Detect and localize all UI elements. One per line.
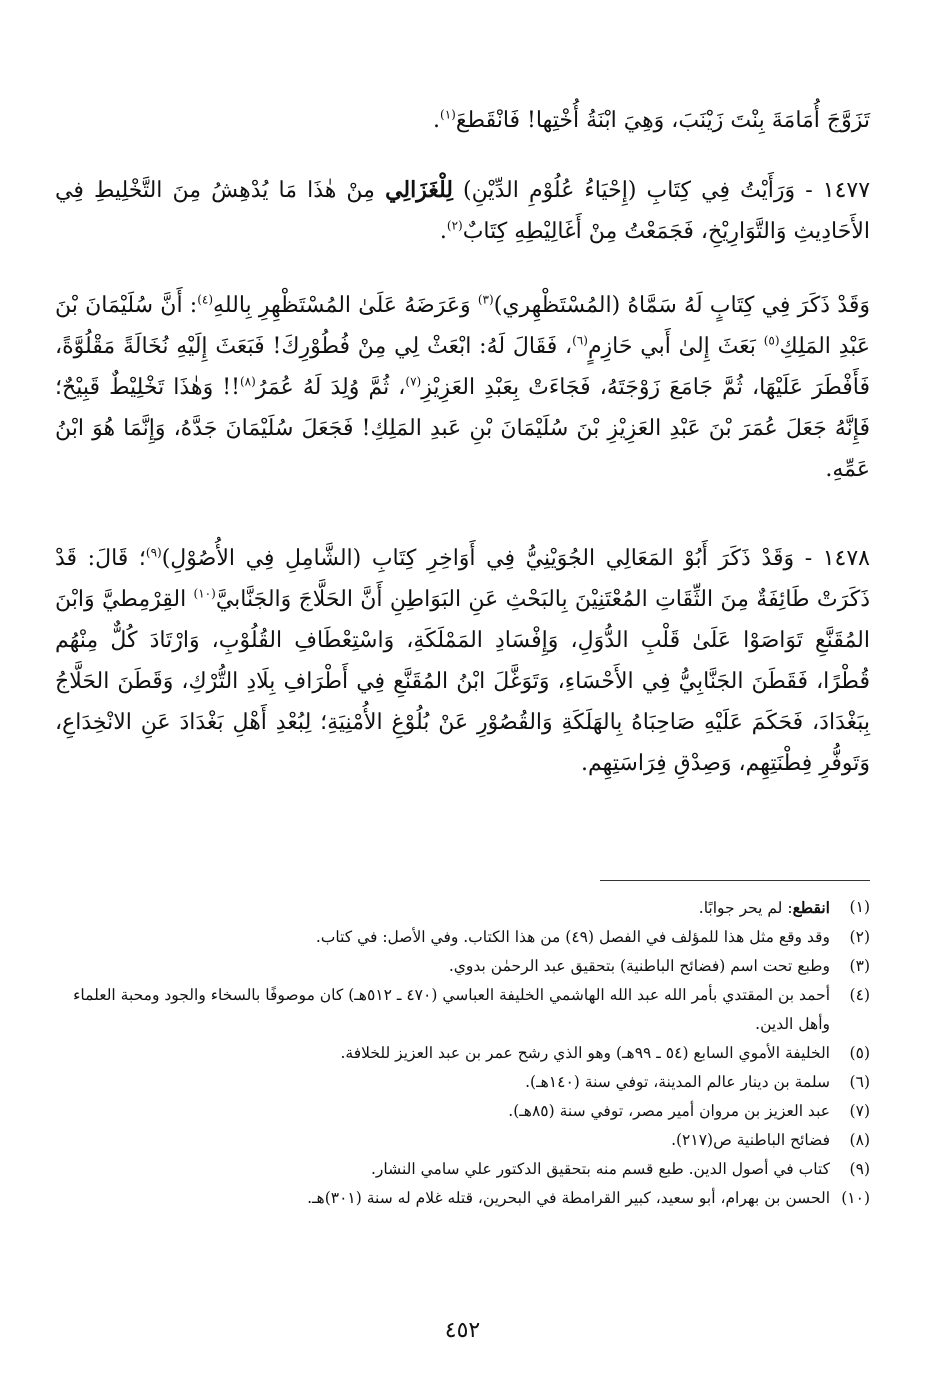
footnote-ref-1[interactable]: (١): [440, 107, 456, 122]
footnote-3: [55, 952, 870, 981]
footnote-ref-3[interactable]: (٣): [477, 292, 494, 307]
footnote-ref-9[interactable]: (٩): [145, 545, 162, 560]
paragraph-1-text: تَزَوَّجَ أُمَامَةَ بِنْتَ زَيْنَبَ، وَهِيَ ابْنَةُ أُخْتِها! فَانْقَطعَ: [455, 108, 870, 133]
footnote-number: (٨): [849, 1131, 870, 1149]
paragraph-mustazhiri: [55, 285, 870, 490]
ghazali-name: لِلْغَزَالِي: [385, 177, 453, 203]
segment-text: !! وَهٰذَا تَخْلِيْطٌ قَبِيْحٌ؛ فَإِنَّهُ جَعَلَ عُمَرَ بْنَ عَبْدِ العَزِيْزِ بْنَ سُلَيْمَانَ بْنِ عَبدِ المَلِكِ! فَجَعَلَ سُلَيْمَانَ جَدَّهُ، وَإِنَّمَا هُوَ ابْنُ عَمِّهِ.: [55, 375, 870, 482]
footnote-4: [55, 981, 870, 1039]
footnote-ref-2[interactable]: (٢): [446, 218, 463, 233]
footnote-text: كتاب في أصول الدين. طبع قسم منه بتحقيق الدكتور علي سامي النشار.: [371, 1160, 830, 1178]
segment-text: وَعَرَضَهُ عَلَىٰ المُسْتَظْهِرِ بِاللهِ: [213, 293, 478, 318]
footnote-text: الخليفة الأموي السابع (٥٤ ـ ٩٩هـ) وهو الذي رشح عمر بن عبد العزيز للخلافة.: [340, 1044, 830, 1062]
paragraph-1478: [55, 538, 870, 784]
paragraph-1-end: .: [433, 108, 440, 133]
footnote-text: سلمة بن دينار عالم المدينة، توفي سنة (١٤٠هـ).: [525, 1073, 830, 1091]
footnote-number: (٥): [849, 1044, 870, 1062]
footnote-1: [55, 893, 870, 923]
page-number: ٤٥٢: [444, 1318, 481, 1343]
footnote-number: (٦): [849, 1073, 870, 1091]
footnote-text: عبد العزيز بن مروان أمير مصر، توفي سنة (٨٥هـ).: [508, 1102, 830, 1120]
footnote-7: [55, 1097, 870, 1126]
segment-text: القِرْمِطيَّ وَابْنَ المُقَنَّعِ تَوَاصَوْا عَلَىٰ قَلْبِ الدُّوَلِ، وَإِفْسَادِ المَمْلَكَةِ، وَاسْتِعْطَافِ القُلُوْبِ، وَارْتَادَ كُلٌّ مِنْهُم قُطْرًا، فَقَطَنَ الجَنَّابِيُّ فِي الأَحْسَاءِ، وَتَوَغَّلَ ابْنُ المُقَنَّعِ فِي أَطْرَافِ بِلَادِ التُّرْكِ، وَقَطَنَ الحَلَّاجُ بِبَغْدَادَ، فَحَكَمَ عَلَيْهِ صَاحِبَاهُ بِالهَلَكَةِ وَالقُصُوْرِ عَنْ بُلُوْغِ الأُمْنِيَةِ؛ لِبُعْدِ أَهْلِ بَغْدَادَ عَنِ الانْخِدَاعِ، وَتَوفُّرِ فِطْنَتِهِم، وَصِدْقِ فِرَاسَتِهِم.: [55, 587, 870, 776]
footnote-text: وطبع تحت اسم (فضائح الباطنية) بتحقيق عبد الرحمٰن بدوي.: [448, 957, 830, 975]
footnotes: [55, 893, 870, 1213]
book-page: [55, 0, 870, 1379]
footnote-number: (٣): [849, 957, 870, 975]
footnote-number: (١): [849, 898, 870, 916]
footnote-text: فضائح الباطنية ص(٢١٧).: [671, 1131, 830, 1149]
segment-text: ١٤٧٨ - وَقَدْ ذَكَرَ أَبُوْ المَعَالِي الجُوَيْنِيُّ فِي أَوَاخِرِ كِتَابِ (الشَّامِلِ فِي الأُصُوْلِ): [161, 546, 870, 571]
footnote-ref-4[interactable]: (٤): [197, 292, 214, 307]
footnote-6: [55, 1068, 870, 1097]
footnote-ref-8[interactable]: (٨): [239, 374, 256, 389]
footnote-number: (١٠): [841, 1189, 870, 1207]
paragraph-1477: [55, 170, 870, 252]
footnote-5: [55, 1039, 870, 1068]
segment-text: : أَنَّ سُلَيْمَانَ بْنَ عَبْدِ المَلِكِ: [55, 293, 870, 359]
paragraph-1: [55, 100, 870, 141]
segment-text: ، فَقَالَ لَهُ: ابْعَثْ لِي مِنْ فُطُوْرِكَ! فَبَعَثَ إِلَيْهِ نُخَالَةً مَقْلُوَّةً، فَأَفْطَرَ عَلَيْهَا، ثُمَّ جَامَعَ زَوْجَتَهُ، فَجَاءَتْ بِعَبْدِ العَزِيْزِ: [55, 334, 870, 400]
footnote-text: الحسن بن بهرام، أبو سعيد، كبير القرامطة في البحرين، قتله غلام له سنة (٣٠١)هـ.: [307, 1189, 830, 1207]
segment-text: وَقَدْ ذَكَرَ فِي كِتَابٍ لَهُ سَمَّاهُ (المُسْتَظْهِري): [493, 293, 871, 318]
footnote-9: [55, 1155, 870, 1184]
footnote-number: (٩): [849, 1160, 870, 1178]
footnote-ref-6[interactable]: (٦): [572, 333, 588, 348]
paragraph-1477-lead: ١٤٧٧ - وَرَأَيْتُ فِي كِتَابِ (إِحْيَاءُ عُلُوْمِ الدِّيْنِ): [463, 178, 871, 203]
footnote-ref-10[interactable]: (١٠): [193, 586, 216, 601]
footnote-8: [55, 1126, 870, 1155]
segment-text: ، ثُمَّ وُلِدَ لَهُ عُمَرُ: [255, 375, 406, 400]
footnote-text: وقد وقع مثل هذا للمؤلف في الفصل (٤٩) من هذا الكتاب. وفي الأصل: في كتاب.: [315, 928, 830, 946]
paragraph-1477-text: مِنْ هٰذَا مَا يُدْهِشُ مِنَ التَّخْلِيطِ فِي الأَحَادِيثِ وَالتَّوَارِيْخِ، فَجَمَعْتُ مِنْ أَغَالِيْطِهِ كِتَابٌ: [55, 178, 870, 244]
footnote-2: [55, 923, 870, 952]
segment-text: بَعَثَ إِلىٰ أَبي حَازِمٍ: [587, 334, 764, 359]
footnote-number: (٤): [849, 986, 870, 1004]
footnote-divider: [600, 880, 870, 881]
footnote-10: [55, 1184, 870, 1213]
footnote-text: أحمد بن المقتدي بأمر الله عبد الله الهاشمي الخليفة العباسي (٤٧٠ ـ ٥١٢هـ) كان موصوفًا بالسخاء والجود ومحبة العلماء وأهل الدين.: [73, 986, 830, 1033]
segment-text: ؛ قَالَ: قَدْ ذَكَرَتْ طَائِفَةٌ مِنَ الثِّقَاتِ المُعْتَنِيْنَ بِالبَحْثِ عَنِ البَوَاطِنِ أَنَّ الحَلَّاجَ وَالجَنَّابيَّ: [55, 546, 871, 612]
footnote-ref-7[interactable]: (٧): [405, 374, 422, 389]
footnote-text: : لم يحر جوابًا.: [698, 899, 793, 917]
footnote-keyword: انقطع: [792, 898, 830, 917]
footnote-number: (٢): [849, 928, 870, 946]
footnote-ref-5[interactable]: (٥): [763, 333, 780, 348]
paragraph-1477-end: .: [439, 219, 447, 244]
footnote-number: (٧): [849, 1102, 870, 1120]
